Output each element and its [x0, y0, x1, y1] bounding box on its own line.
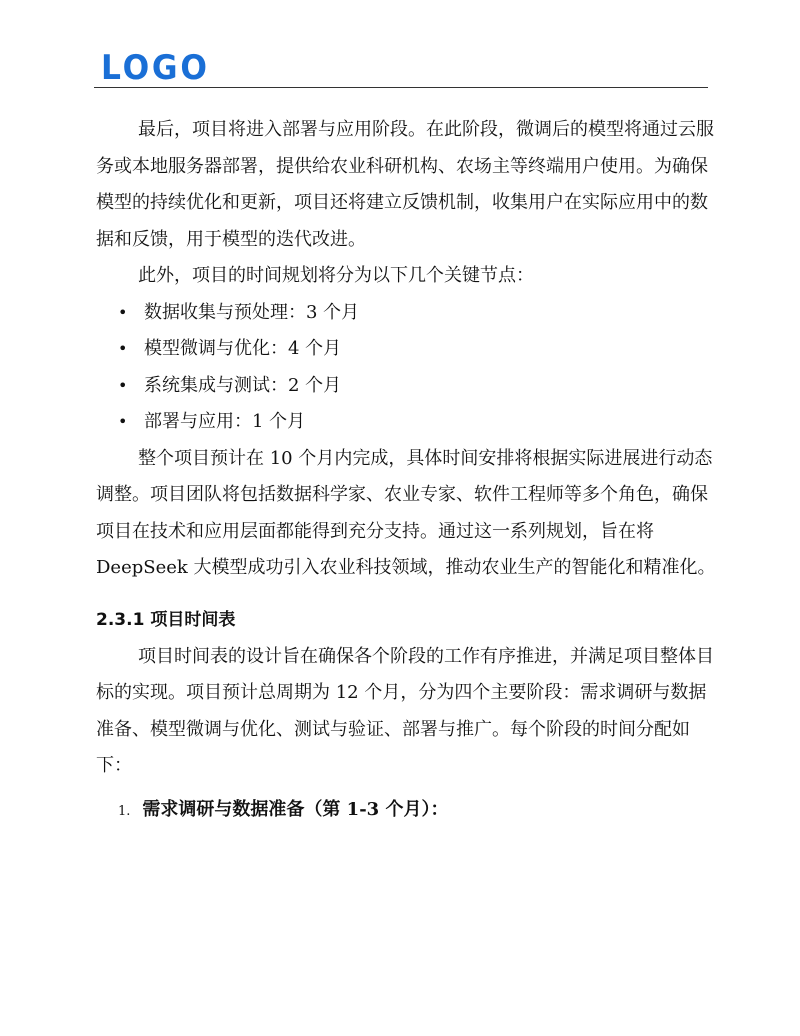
paragraph-timeline-intro: 此外，项目的时间规划将分为以下几个关键节点： [138, 265, 534, 286]
numbered-item [96, 791, 716, 831]
item-number: 1. [118, 803, 131, 819]
list-item: • 数据收集与预处理：3 个月 [96, 295, 716, 332]
bullet-icon: • [118, 339, 128, 358]
paragraph-schedule: 项目时间表的设计旨在确保各个阶段的工作有序推进，并满足项目整体目标的实现。项目预计总周期为 12 个月，分为四个主要阶段：需求调研与数据准备、模型微调与优化、测试与验证、部署与推广。每个阶段的时间分配如下： [96, 645, 714, 776]
list-item: • 部署与应用：1 个月 [96, 404, 716, 441]
bullet-icon: • [118, 375, 128, 395]
item-title: 需求调研与数据准备（第 1-3 个月）： [142, 798, 449, 820]
paragraph-summary: 整个项目预计在 10 个月内完成，具体时间安排将根据实际进展进行动态调整。项目团队将包括数据科学家、农业专家、软件工程师等多个角色，确保项目在技术和应用层面都能得到充分支持。通过这一系列规划，旨在将 DeepSeek 大模型成功引入农业科技领域，推动农业生产的智能化和精准化。 [96, 447, 716, 578]
list-item: • 模型微调与优化：4 个月 [96, 331, 716, 368]
milestone-list [96, 295, 716, 441]
header-divider [94, 87, 708, 88]
section-heading: 2.3.1 项目时间表 [96, 609, 236, 630]
bullet-icon: • [118, 302, 128, 322]
document-body [96, 112, 716, 831]
paragraph-deployment: 最后，项目将进入部署与应用阶段。在此阶段，微调后的模型将通过云服务或本地服务器部署，提供给农业科研机构、农场主等终端用户使用。为确保模型的持续优化和更新，项目还将建立反馈机制，收集用户在实际应用中的数据和反馈，用于模型的迭代改进。 [96, 119, 714, 250]
bullet-icon: • [118, 412, 128, 431]
logo: LOGO [101, 48, 210, 88]
list-item: • 系统集成与测试：2 个月 [96, 368, 716, 405]
